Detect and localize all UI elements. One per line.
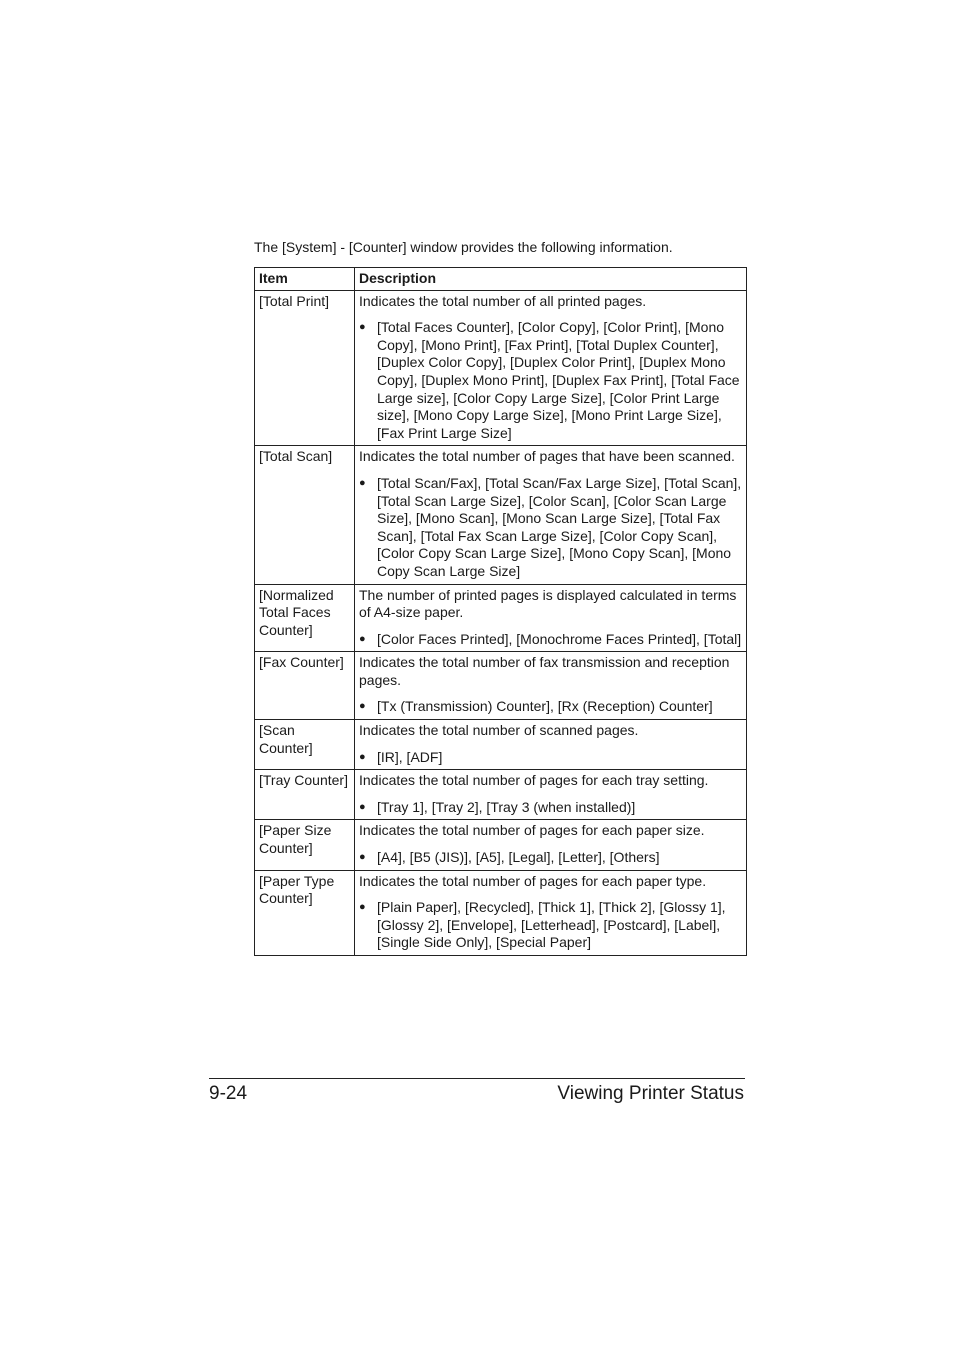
bullet-text: [Tx (Transmission) Counter], [Rx (Reception) Counter] bbox=[377, 698, 713, 715]
bullet-item bbox=[359, 849, 742, 867]
description-text: Indicates the total number of pages for each paper size. bbox=[359, 822, 705, 839]
bullet-item bbox=[359, 319, 742, 442]
description-text: Indicates the total number of fax transmission and reception pages. bbox=[359, 654, 730, 688]
description-text: Indicates the total number of all printed pages. bbox=[359, 292, 647, 309]
table-row bbox=[255, 820, 747, 870]
bullet-icon: ● bbox=[359, 851, 366, 864]
row-description bbox=[355, 770, 747, 820]
row-item: [Paper Type Counter] bbox=[255, 870, 355, 955]
description-text: The number of printed pages is displayed calculated in terms of A4-size paper. bbox=[359, 586, 737, 621]
row-description bbox=[355, 720, 747, 770]
bullet-item bbox=[359, 475, 742, 581]
bullet-item bbox=[359, 698, 742, 716]
description-text: Indicates the total number of pages for each paper type. bbox=[359, 872, 707, 889]
table-row bbox=[255, 446, 747, 584]
row-item: [Total Scan] bbox=[255, 446, 355, 584]
bullet-item bbox=[359, 799, 742, 817]
intro-text: The [System] - [Counter] window provides the following information. bbox=[254, 239, 673, 255]
bullet-text: [A4], [B5 (JIS)], [A5], [Legal], [Letter], [Others] bbox=[377, 849, 660, 866]
bullet-icon: ● bbox=[359, 901, 366, 914]
description-text: Indicates the total number of scanned pages. bbox=[359, 722, 639, 739]
bullet-icon: ● bbox=[359, 476, 366, 489]
row-item: [Tray Counter] bbox=[255, 770, 355, 820]
header-description: Description bbox=[355, 268, 747, 291]
description-text: Indicates the total number of pages that have been scanned. bbox=[359, 448, 735, 465]
bullet-item bbox=[359, 631, 742, 649]
bullet-text: [Total Faces Counter], [Color Copy], [Color Print], [Mono Copy], [Mono Print], [Fax Print], [Total Duplex Counter], [Duplex Color Copy], [Duplex Color Print], [Duplex Mono Copy], [Duplex Mono Print], [Duplex Fax Print], [Total Face Large size], [Color Copy Large Size], [Color Print Large size], [Mono Copy Large Size], [Mono Print Large Size], [Fax Print Large Size] bbox=[377, 319, 740, 441]
bullet-icon: ● bbox=[359, 321, 366, 334]
header-item: Item bbox=[255, 268, 355, 291]
row-description bbox=[355, 652, 747, 720]
bullet-item bbox=[359, 899, 742, 952]
table-row bbox=[255, 720, 747, 770]
bullet-text: [Color Faces Printed], [Monochrome Faces Printed], [Total] bbox=[377, 630, 742, 647]
bullet-icon: ● bbox=[359, 632, 366, 645]
footer-divider bbox=[209, 1078, 745, 1079]
bullet-icon: ● bbox=[359, 700, 366, 713]
bullet-text: [Tray 1], [Tray 2], [Tray 3 (when installed)] bbox=[377, 798, 636, 815]
bullet-icon: ● bbox=[359, 800, 366, 813]
bullet-item bbox=[359, 749, 742, 767]
page-number: 9-24 bbox=[209, 1083, 248, 1104]
row-item: [Normalized Total Faces Counter] bbox=[255, 584, 355, 652]
bullet-text: [Total Scan/Fax], [Total Scan/Fax Large Size], [Total Scan], [Total Scan Large Size], [Color Scan], [Color Scan Large Size], [Mono Scan], [Mono Scan Large Size], [Total Fax Scan], [Total Fax Scan Large Size], [Color Copy Scan], [Color Copy Scan Large Size], [Mono Copy Scan], [Mono Copy Scan Large Size] bbox=[377, 474, 742, 579]
table-row bbox=[255, 584, 747, 652]
table-row bbox=[255, 770, 747, 820]
row-description bbox=[355, 290, 747, 446]
table-row bbox=[255, 290, 747, 446]
table-row bbox=[255, 870, 747, 955]
row-description bbox=[355, 870, 747, 955]
row-item: [Fax Counter] bbox=[255, 652, 355, 720]
table-header-row bbox=[255, 268, 747, 291]
table-row bbox=[255, 652, 747, 720]
section-title: Viewing Printer Status bbox=[557, 1083, 744, 1104]
row-item: [Total Print] bbox=[255, 290, 355, 446]
bullet-text: [Plain Paper], [Recycled], [Thick 1], [Thick 2], [Glossy 1], [Glossy 2], [Envelope], [Letterhead], [Postcard], [Label], [Single Side Only], [Special Paper] bbox=[377, 899, 726, 951]
row-item: [Scan Counter] bbox=[255, 720, 355, 770]
description-text: Indicates the total number of pages for each tray setting. bbox=[359, 772, 709, 789]
row-item: [Paper Size Counter] bbox=[255, 820, 355, 870]
row-description bbox=[355, 820, 747, 870]
counter-table bbox=[254, 267, 747, 956]
bullet-icon: ● bbox=[359, 750, 366, 763]
row-description bbox=[355, 446, 747, 584]
bullet-text: [IR], [ADF] bbox=[377, 748, 443, 765]
row-description bbox=[355, 584, 747, 652]
